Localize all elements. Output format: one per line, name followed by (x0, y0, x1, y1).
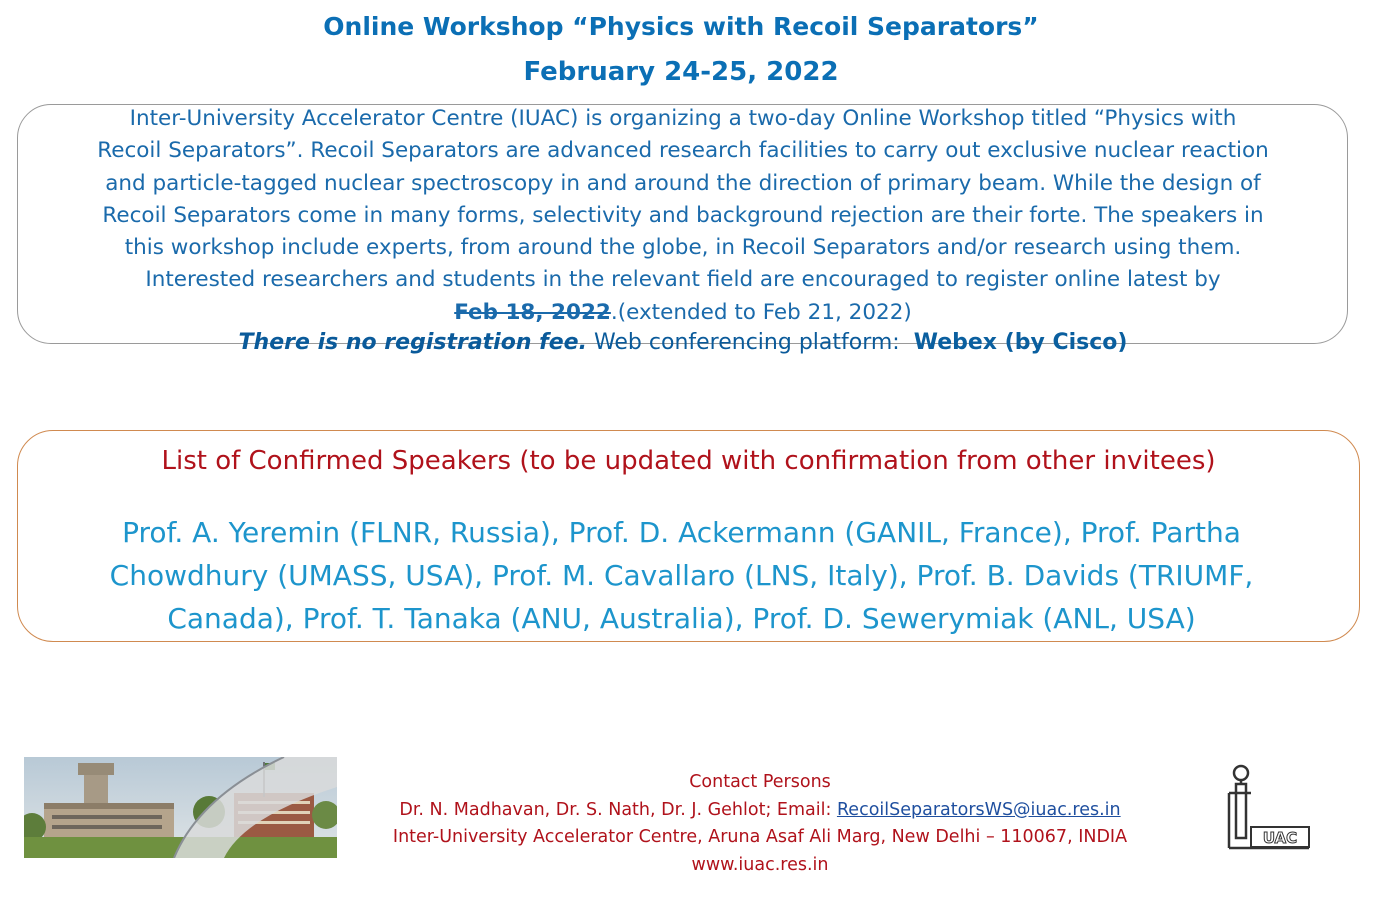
contact-website[interactable]: www.iuac.res.in (691, 854, 829, 875)
logo-text: UAC (1262, 829, 1298, 847)
speakers-line: Prof. A. Yeremin (FLNR, Russia), Prof. D. Ackermann (GANIL, France), Prof. Partha (122, 516, 1241, 549)
contact-address: Inter-University Accelerator Centre, Aruna Asaf Ali Marg, New Delhi – 110067, INDIA (392, 827, 1128, 847)
speakers-line: Canada), Prof. T. Tanaka (ANU, Australia), Prof. D. Sewerymiak (ANL, USA) (167, 602, 1196, 635)
deadline-line (26, 297, 1340, 329)
old-deadline: Feb 18, 2022 (454, 299, 611, 325)
campus-photo-graphic (24, 757, 337, 858)
iuac-logo (1189, 753, 1346, 863)
contact-names-line (340, 797, 1180, 825)
campus-photo (24, 757, 337, 858)
contact-heading: Contact Persons (689, 772, 831, 792)
no-fee-text: There is no registration fee. (238, 330, 587, 355)
registration-line (0, 330, 1366, 355)
speakers-heading: List of Confirmed Speakers (to be updated with confirmation from other invitees) (161, 446, 1216, 476)
contact-email-link[interactable]: RecoilSeparatorsWS@iuac.res.in (836, 799, 1121, 820)
workshop-title: Online Workshop “Physics with Recoil Separators” (323, 12, 1039, 41)
extended-deadline: .(extended to Feb 21, 2022) (610, 299, 912, 325)
contact-names: Dr. N. Madhavan, Dr. S. Nath, Dr. J. Gehlot; Email: (399, 799, 832, 820)
intro-line: and particle-tagged nuclear spectroscopy in and around the direction of primary beam. While the design of (105, 170, 1261, 196)
platform-name: Webex (by Cisco) (913, 330, 1128, 355)
speakers-list (24, 511, 1339, 640)
platform-label: Web conferencing platform: (593, 330, 900, 355)
workshop-dates: February 24-25, 2022 (523, 57, 839, 87)
intro-line: Recoil Separators come in many forms, selectivity and background rejection are their forte. The speakers in (102, 202, 1264, 228)
iuac-logo-icon (1189, 753, 1346, 863)
intro-line: Recoil Separators”. Recoil Separators are advanced research facilities to carry out exclusive nuclear reaction (97, 138, 1269, 164)
intro-line: this workshop include experts, from around the globe, in Recoil Separators and/or research using them. (124, 235, 1242, 261)
intro-line: Interested researchers and students in the relevant field are encouraged to register online latest by (145, 267, 1221, 293)
intro-paragraph (26, 103, 1340, 329)
contact-block (340, 769, 1180, 879)
speakers-line: Chowdhury (UMASS, USA), Prof. M. Cavallaro (LNS, Italy), Prof. B. Davids (TRIUMF, (109, 559, 1254, 592)
intro-line: Inter-University Accelerator Centre (IUAC) is organizing a two-day Online Workshop titled “Physics with (129, 106, 1237, 131)
